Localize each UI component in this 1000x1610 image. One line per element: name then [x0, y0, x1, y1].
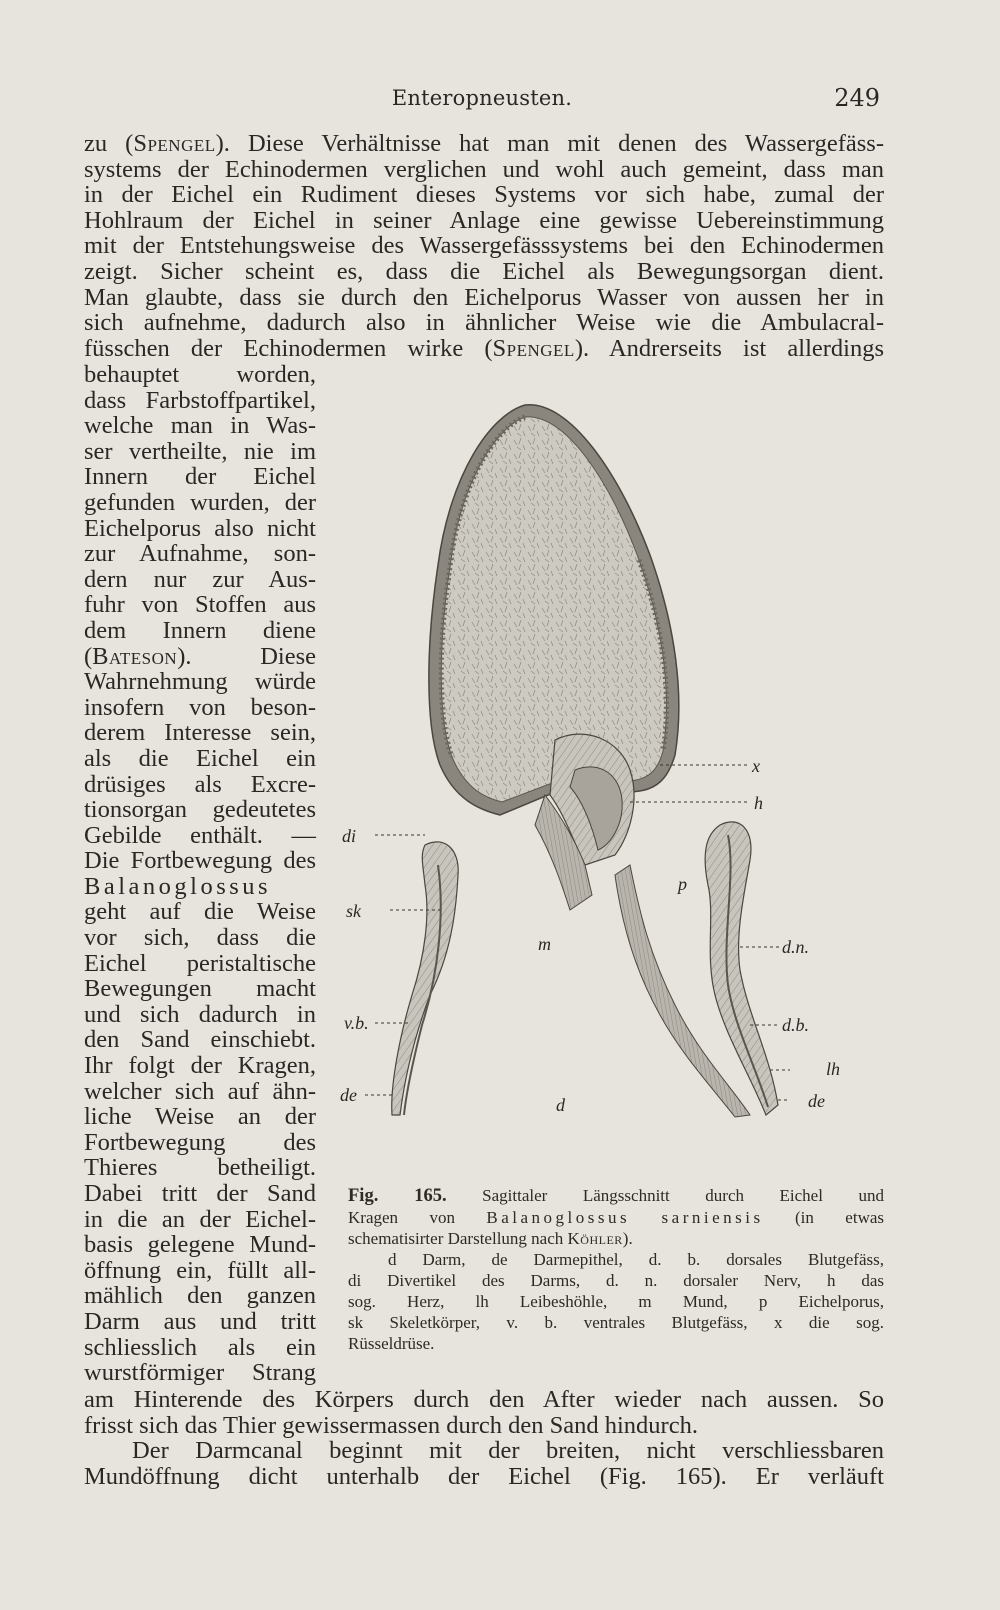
text-line	[84, 233, 884, 259]
text-run: behauptet worden,	[84, 361, 316, 388]
text-line	[84, 951, 316, 977]
collar-left	[392, 842, 458, 1115]
text-run: ). Andrerseits ist allerdings	[574, 334, 884, 362]
text-run: ser vertheilte, nie im	[84, 437, 316, 465]
text-run: gefunden wurden, der	[84, 488, 316, 516]
text-line	[84, 1360, 316, 1386]
text-run: derem Interesse sein,	[84, 719, 316, 747]
text-line	[84, 669, 316, 695]
text-run: insofern von beson-	[84, 693, 316, 721]
text-run: ). Diese Verhältnisse hat man mit denen des Wassergefäss-	[215, 130, 884, 157]
text-line	[84, 899, 316, 925]
text-run: Hohlraum der Eichel in seiner Anlage eine gewisse Uebereinstimmung	[84, 206, 884, 234]
text-run: geht auf die Weise	[84, 898, 316, 926]
caption-figure-number: Fig. 165.	[348, 1186, 447, 1206]
text-line	[84, 336, 884, 362]
text-line	[84, 1309, 316, 1335]
text-run: dem Innern diene	[84, 616, 316, 644]
text-line	[84, 285, 884, 311]
text-line	[84, 1181, 316, 1207]
text-line	[84, 772, 316, 798]
text-line	[84, 490, 316, 516]
text-run: in die an der Eichel-	[84, 1205, 316, 1233]
text-run: drüsiges als Excre-	[84, 770, 316, 798]
figure-label-sk: sk	[346, 901, 361, 921]
author-name: Bateson	[92, 642, 178, 670]
caption-species: sarniensis	[661, 1208, 764, 1227]
caption-genus: Balanoglossus	[486, 1208, 631, 1227]
text-line	[84, 1079, 316, 1105]
text-line	[84, 464, 316, 490]
text-run: fuhr von Stoffen aus	[84, 591, 316, 619]
proboscis-interior	[441, 417, 666, 802]
text-line	[84, 259, 884, 285]
running-title: Enteropneusten.	[391, 86, 573, 110]
text-run: welche man in Was-	[84, 412, 316, 440]
author-name: Spengel	[492, 334, 575, 362]
text-run: Bewegungen macht	[84, 975, 316, 1003]
text-line	[84, 567, 316, 593]
text-run: Eichelporus also nicht	[84, 514, 316, 542]
text-run: systems der Echinodermen verglichen und wohl auch gemeint, dass man	[84, 155, 884, 183]
figure-label-p: p	[678, 874, 687, 894]
figure-label-de-right: de	[808, 1091, 825, 1111]
legend-line: sog. Herz, lh Leibeshöhle, m Mund, p Eichelporus,	[348, 1292, 884, 1311]
caption-author: Köhler	[567, 1229, 623, 1248]
text-run: sich aufnehme, dadurch also in ähnlicher Weise wie die Ambulacral-	[84, 309, 884, 337]
text-line	[84, 439, 316, 465]
caption-title-3a: schematisirter Darstellung nach	[348, 1229, 568, 1248]
text-run: Fortbewegung des	[84, 1128, 316, 1156]
text-run: dass Farbstoffpartikel,	[84, 386, 316, 414]
text-line	[84, 1438, 884, 1464]
text-run: Innern der Eichel	[84, 463, 316, 491]
figure-label-m: m	[538, 934, 551, 954]
figure-label-dn: d.n.	[782, 937, 809, 957]
text-run: welcher sich auf ähn-	[84, 1077, 316, 1105]
text-line	[84, 1413, 884, 1439]
text-run: dern nur zur Aus-	[84, 565, 316, 593]
text-line	[84, 823, 316, 849]
legend-line: di Divertikel des Darms, d. n. dorsaler Nerv, h das	[348, 1271, 884, 1290]
text-run: frisst sich das Thier gewissermassen durch den Sand hindurch.	[84, 1411, 698, 1439]
page-number: 249	[834, 84, 880, 112]
text-run: Wahrnehmung würde	[84, 668, 316, 696]
text-line	[84, 848, 316, 874]
text-line	[84, 1283, 316, 1309]
legend-line: sk Skeletkörper, v. b. ventrales Blutgefäss, x die sog.	[348, 1313, 884, 1332]
text-run: mit der Entstehungsweise des Wassergefässsystems bei den Echinodermen	[84, 232, 884, 260]
text-run: Darm aus und tritt	[84, 1307, 316, 1335]
caption-legend	[348, 1249, 884, 1354]
text-line	[84, 1335, 316, 1361]
text-line	[84, 976, 316, 1002]
text-line	[84, 131, 884, 157]
caption-title-3b: ).	[622, 1229, 633, 1248]
text-line	[84, 1258, 316, 1284]
text-run: als die Eichel ein	[84, 744, 316, 772]
caption-title-2a: Kragen von	[348, 1208, 487, 1227]
text-line	[84, 388, 316, 414]
text-line	[84, 797, 316, 823]
text-run: in der Eichel ein Rudiment dieses Systems vor sich habe, zumal der	[84, 181, 884, 209]
balanoglossus-section-drawing	[330, 395, 890, 1185]
text-line	[84, 1053, 316, 1079]
legend-line: d Darm, de Darmepithel, d. b. dorsales Blutgefäss,	[388, 1250, 884, 1269]
text-run: Die Fortbewegung des	[84, 847, 316, 875]
text-run: vor sich, dass die	[84, 924, 316, 952]
text-run: basis gelegene Mund-	[84, 1231, 316, 1259]
figure-label-h: h	[754, 793, 763, 813]
caption-title-2b: (in etwas	[763, 1208, 885, 1227]
text-line	[84, 1002, 316, 1028]
text-run: ). Diese	[177, 642, 316, 670]
text-line	[84, 208, 884, 234]
text-run: Eichel peristaltische	[84, 949, 316, 977]
text-line	[84, 516, 316, 542]
text-line	[84, 1387, 884, 1413]
text-run: Mundöffnung dicht unterhalb der Eichel (Fig. 165). Er verläuft	[84, 1462, 884, 1490]
text-run: zeigt. Sicher scheint es, dass die Eichel als Bewegungsorgan dient.	[84, 257, 884, 285]
text-line	[84, 618, 316, 644]
text-run: und sich dadurch in	[84, 1000, 316, 1028]
text-line	[84, 1104, 316, 1130]
text-line	[84, 362, 316, 388]
figure-label-x: x	[752, 756, 760, 776]
text-line	[84, 746, 316, 772]
figure-label-vb: v.b.	[344, 1013, 369, 1033]
text-run: Gebilde enthält. —	[84, 821, 316, 849]
genus-name: Balanoglossus	[84, 872, 272, 900]
text-run: den Sand einschiebt.	[84, 1026, 316, 1054]
text-line	[84, 413, 316, 439]
text-run: Dabei tritt der Sand	[84, 1180, 316, 1207]
legend-line: Rüsseldrüse.	[348, 1334, 435, 1353]
text-line	[84, 1155, 316, 1181]
text-line	[84, 592, 316, 618]
caption-title-1: Sagittaler Längsschnitt durch Eichel und	[482, 1186, 884, 1205]
text-line	[84, 1130, 316, 1156]
figure-165	[330, 395, 890, 1185]
figure-label-di: di	[342, 826, 357, 846]
text-line	[84, 1232, 316, 1258]
figure-label-db: d.b.	[782, 1015, 809, 1035]
text-run: Man glaubte, dass sie durch den Eichelporus Wasser von aussen her in	[84, 283, 884, 311]
text-line	[84, 720, 316, 746]
text-run: füsschen der Echinodermen wirke (	[84, 334, 493, 362]
text-line	[84, 1464, 884, 1490]
text-line	[84, 874, 316, 900]
text-run: liche Weise an der	[84, 1103, 316, 1131]
text-line	[84, 182, 884, 208]
body-text-narrow-column	[84, 362, 316, 1386]
text-run: Thieres betheiligt.	[84, 1154, 316, 1182]
text-line	[84, 541, 316, 567]
text-run: Der Darmcanal beginnt mit der breiten, nicht verschliessbaren	[132, 1437, 884, 1465]
text-line	[84, 925, 316, 951]
body-text-bottom	[84, 1387, 884, 1489]
text-run: (	[84, 642, 93, 670]
page-header	[84, 86, 880, 116]
text-run: tionsorgan gedeutetes	[84, 796, 316, 824]
text-run: zur Aufnahme, son-	[84, 540, 316, 568]
text-run: am Hinterende des Körpers durch den After wieder nach aussen. So	[84, 1386, 884, 1413]
figure-label-d: d	[556, 1095, 565, 1115]
figure-caption	[348, 1185, 884, 1354]
figure-label-de-left: de	[340, 1085, 357, 1105]
text-line	[84, 644, 316, 670]
text-run: schliesslich als ein	[84, 1333, 316, 1361]
text-line	[84, 695, 316, 721]
text-run: Ihr folgt der Kragen,	[84, 1052, 316, 1080]
text-run: öffnung ein, füllt all-	[84, 1256, 316, 1284]
text-line	[84, 157, 884, 183]
author-name: Spengel	[133, 130, 216, 157]
text-line	[84, 310, 884, 336]
text-line	[84, 1027, 316, 1053]
body-text-top	[84, 131, 884, 361]
text-run: mählich den ganzen	[84, 1282, 316, 1310]
figure-label-lh: lh	[826, 1059, 841, 1079]
text-run: wurstförmiger Strang	[84, 1359, 316, 1387]
text-run: zu (	[84, 130, 134, 157]
text-line	[84, 1207, 316, 1233]
